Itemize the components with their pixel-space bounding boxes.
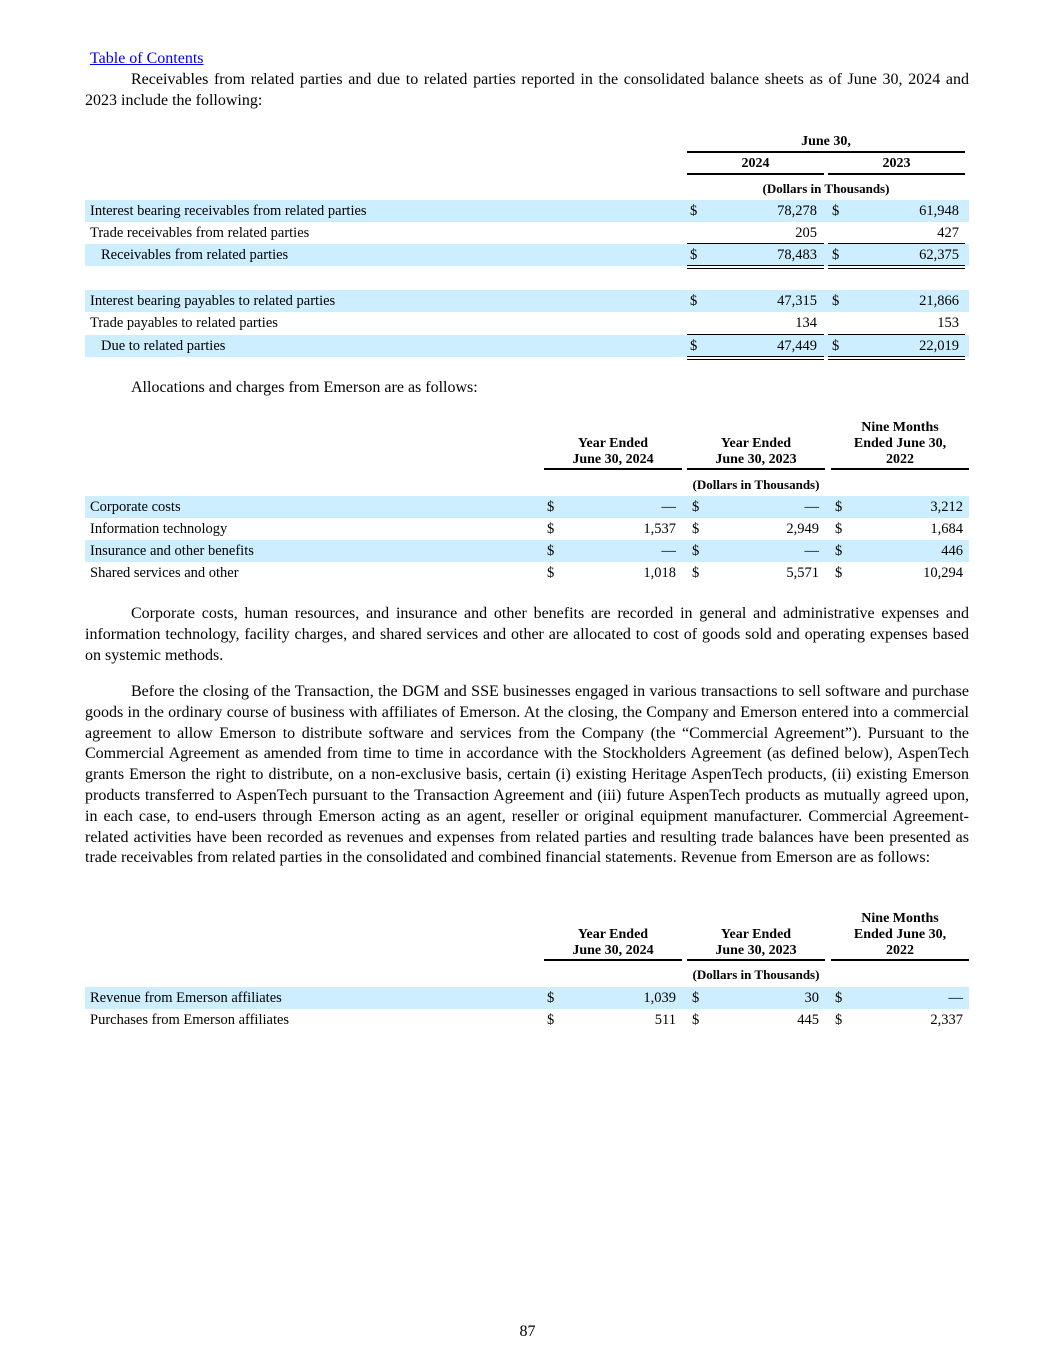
header-line: Ended June 30, bbox=[853, 927, 947, 942]
table3-col3-header bbox=[831, 911, 969, 959]
table-row bbox=[85, 244, 969, 266]
value-2024: 511 bbox=[654, 1012, 676, 1028]
dollar-sign: $ bbox=[692, 499, 700, 515]
header-line: Ended June 30, bbox=[853, 436, 947, 451]
table1-col-2023: 2023 bbox=[882, 156, 911, 171]
dollar-sign: $ bbox=[547, 499, 555, 515]
table1-group-header: June 30, bbox=[801, 134, 851, 149]
header-line: 2022 bbox=[886, 943, 914, 958]
table3-units: (Dollars in Thousands) bbox=[692, 967, 820, 982]
header-line: June 30, 2024 bbox=[572, 943, 654, 958]
total-double-rule bbox=[828, 265, 965, 269]
table-row bbox=[85, 290, 969, 312]
dollar-sign: $ bbox=[832, 203, 840, 219]
table-row bbox=[85, 540, 969, 562]
header-line: June 30, 2023 bbox=[715, 943, 797, 958]
value-2024: 78,483 bbox=[777, 247, 817, 263]
table2-col-rule bbox=[544, 468, 682, 470]
header-line: Year Ended bbox=[720, 927, 792, 942]
dollar-sign: $ bbox=[832, 293, 840, 309]
value-2023: 62,375 bbox=[919, 247, 959, 263]
allocations-intro: Allocations and charges from Emerson are as follows: bbox=[131, 379, 478, 396]
value-2022: 10,294 bbox=[923, 565, 963, 581]
value-2022: — bbox=[948, 990, 963, 1006]
table2-col-rule bbox=[831, 468, 969, 470]
table-row bbox=[85, 312, 969, 334]
value-2023: — bbox=[804, 499, 819, 515]
value-2023: 22,019 bbox=[919, 338, 959, 354]
table2-units: (Dollars in Thousands) bbox=[692, 477, 820, 492]
value-2024: 1,039 bbox=[643, 990, 676, 1006]
dollar-sign: $ bbox=[547, 521, 555, 537]
table1-col-rule bbox=[828, 173, 965, 175]
dollar-sign: $ bbox=[692, 521, 700, 537]
table2-col2-header bbox=[687, 436, 825, 468]
header-line: Year Ended bbox=[577, 927, 649, 942]
row-label: Revenue from Emerson affiliates bbox=[90, 990, 282, 1006]
row-label: Receivables from related parties bbox=[101, 247, 289, 263]
dollar-sign: $ bbox=[835, 565, 843, 581]
value-2024: 47,449 bbox=[777, 338, 817, 354]
header-line: 2022 bbox=[886, 452, 914, 467]
table-row bbox=[85, 562, 969, 584]
row-label: Trade payables to related parties bbox=[90, 315, 278, 331]
dollar-sign: $ bbox=[690, 247, 698, 263]
dollar-sign: $ bbox=[692, 1012, 700, 1028]
dollar-sign: $ bbox=[835, 1012, 843, 1028]
dollar-sign: $ bbox=[835, 521, 843, 537]
dollar-sign: $ bbox=[692, 565, 700, 581]
row-label: Purchases from Emerson affiliates bbox=[90, 1012, 290, 1028]
row-label: Insurance and other benefits bbox=[90, 543, 254, 559]
value-2022: 2,337 bbox=[930, 1012, 963, 1028]
dollar-sign: $ bbox=[690, 338, 698, 354]
table3-col2-header bbox=[687, 927, 825, 959]
dollar-sign: $ bbox=[692, 990, 700, 1006]
table1-units: (Dollars in Thousands) bbox=[762, 181, 890, 196]
table3-col1-header bbox=[544, 927, 682, 959]
table2-col-rule bbox=[687, 468, 825, 470]
table1-header-rule bbox=[687, 151, 965, 153]
value-2023: 153 bbox=[937, 315, 959, 331]
table2-col3-header bbox=[831, 420, 969, 468]
header-line: Year Ended bbox=[577, 436, 649, 451]
page-number: 87 bbox=[519, 1323, 536, 1340]
table-row bbox=[85, 1009, 969, 1031]
value-2023: 2,949 bbox=[786, 521, 819, 537]
value-2024: 134 bbox=[795, 315, 817, 331]
total-double-rule bbox=[687, 265, 824, 269]
dollar-sign: $ bbox=[547, 990, 555, 1006]
dollar-sign: $ bbox=[835, 499, 843, 515]
value-2023: 21,866 bbox=[919, 293, 959, 309]
dollar-sign: $ bbox=[690, 203, 698, 219]
row-label: Trade receivables from related parties bbox=[90, 225, 310, 241]
total-double-rule bbox=[828, 356, 965, 360]
table-of-contents-link[interactable]: Table of Contents bbox=[90, 50, 204, 67]
value-2023: 427 bbox=[937, 225, 959, 241]
value-2024: 47,315 bbox=[777, 293, 817, 309]
table-row bbox=[85, 200, 969, 222]
value-2024: — bbox=[661, 543, 676, 559]
table3-col-rule bbox=[831, 959, 969, 961]
table3-col-rule bbox=[687, 959, 825, 961]
corporate-costs-paragraph: Corporate costs, human resources, and insurance and other benefits are recorded in general and administrative expenses and information technology, facility charges, and shared services and other are allocated to cost of goods sold and operating expenses based on systemic methods. bbox=[85, 605, 969, 664]
dollar-sign: $ bbox=[832, 247, 840, 263]
row-label: Due to related parties bbox=[101, 338, 226, 354]
value-2023: 5,571 bbox=[786, 565, 819, 581]
transaction-paragraph: Before the closing of the Transaction, the DGM and SSE businesses engaged in various transactions to sell software and purchase goods in the ordinary course of business with affiliates of Emerson. At the closing, the Company and Emerson entered into a commercial agreement to allow Emerson to distribute software and services from the Company (the “Commercial Agreement”). Pursuant to the Commercial Agreement as amended from time to time in accordance with the Stockholders Agreement (as defined below), AspenTech grants Emerson the right to distribute, on a non-exclusive basis, certain (i) existing Heritage AspenTech products, (ii) existing Emerson products transferred to AspenTech pursuant to the Transaction Agreement and (iii) future AspenTech products as mutually agreed upon, in each case, to end-users through Emerson acting as an agent, reseller or original equipment manufacturer. Commercial Agreement-related activities have been recorded as revenues and expenses from related parties and resulting trade balances have been presented as trade receivables from related parties in the consolidated and combined financial statements. Revenue from Emerson are as follows: bbox=[85, 683, 969, 867]
dollar-sign: $ bbox=[835, 543, 843, 559]
row-label: Interest bearing payables to related parties bbox=[90, 293, 336, 309]
value-2024: 1,018 bbox=[643, 565, 676, 581]
header-line: June 30, 2023 bbox=[715, 452, 797, 467]
table-row bbox=[85, 335, 969, 357]
table1-col-2024: 2024 bbox=[741, 156, 770, 171]
header-line: June 30, 2024 bbox=[572, 452, 654, 467]
header-line: Nine Months bbox=[861, 911, 939, 926]
row-label: Shared services and other bbox=[90, 565, 239, 581]
value-2024: 205 bbox=[795, 225, 817, 241]
intro-paragraph: Receivables from related parties and due to related parties reported in the consolidated balance sheets as of June 30, 2024 and 2023 include the following: bbox=[85, 71, 969, 109]
row-label: Corporate costs bbox=[90, 499, 181, 515]
total-double-rule bbox=[687, 356, 824, 360]
dollar-sign: $ bbox=[835, 990, 843, 1006]
value-2023: — bbox=[804, 543, 819, 559]
header-line: Nine Months bbox=[861, 420, 939, 435]
table-row bbox=[85, 518, 969, 540]
header-line: Year Ended bbox=[720, 436, 792, 451]
table2-col1-header bbox=[544, 436, 682, 468]
table1-col-rule bbox=[687, 173, 824, 175]
table-row bbox=[85, 222, 969, 244]
dollar-sign: $ bbox=[690, 293, 698, 309]
table-row bbox=[85, 987, 969, 1009]
dollar-sign: $ bbox=[547, 543, 555, 559]
value-2022: 1,684 bbox=[930, 521, 963, 537]
value-2023: 61,948 bbox=[919, 203, 959, 219]
dollar-sign: $ bbox=[832, 338, 840, 354]
value-2024: — bbox=[661, 499, 676, 515]
dollar-sign: $ bbox=[547, 1012, 555, 1028]
value-2022: 3,212 bbox=[930, 499, 963, 515]
table3-col-rule bbox=[544, 959, 682, 961]
dollar-sign: $ bbox=[547, 565, 555, 581]
dollar-sign: $ bbox=[692, 543, 700, 559]
value-2023: 445 bbox=[797, 1012, 819, 1028]
row-label: Information technology bbox=[90, 521, 228, 537]
value-2024: 1,537 bbox=[643, 521, 676, 537]
row-label: Interest bearing receivables from related parties bbox=[90, 203, 367, 219]
table-row bbox=[85, 496, 969, 518]
value-2022: 446 bbox=[941, 543, 963, 559]
value-2023: 30 bbox=[804, 990, 819, 1006]
value-2024: 78,278 bbox=[777, 203, 817, 219]
